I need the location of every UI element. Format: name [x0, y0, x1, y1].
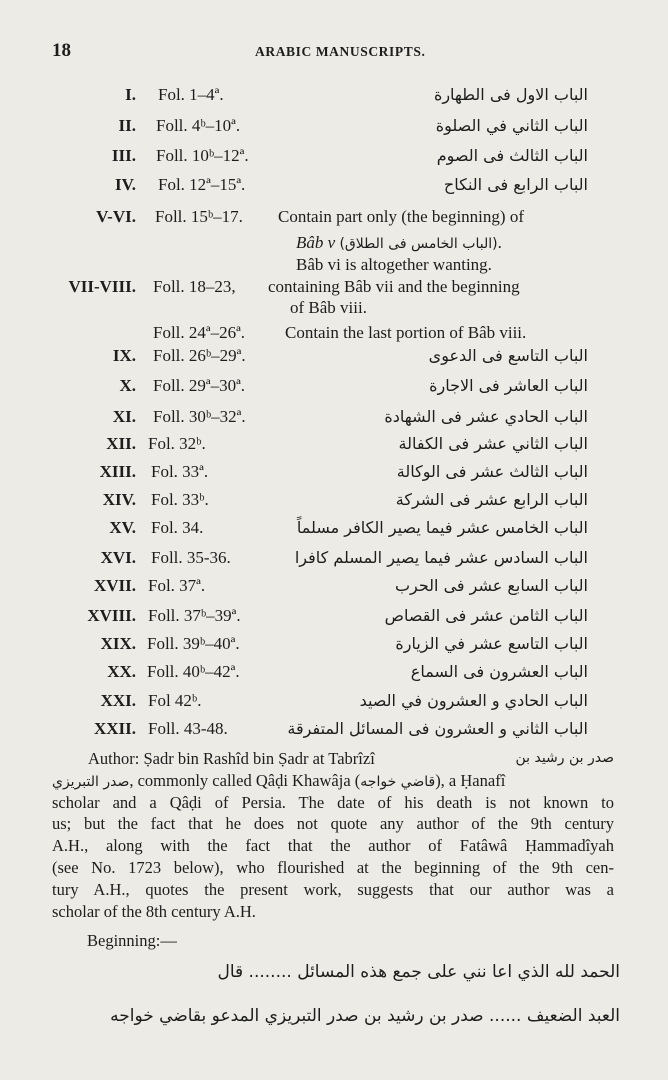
- roman-numeral: II.: [118, 116, 136, 135]
- arabic-chapter-title: الباب الثاني عشر فى الكفالة: [398, 434, 588, 453]
- arabic-chapter-title: الباب الحادي و العشرون في الصيد: [359, 691, 588, 710]
- roman-numeral: XVIII.: [87, 606, 136, 625]
- arabic-chapter-title: الباب الثالث عشر فى الوكالة: [396, 462, 588, 481]
- chapter-entry: [0, 573, 668, 599]
- punct: .: [497, 233, 502, 252]
- chapter-entry: [0, 404, 668, 430]
- chapter-entry: [0, 431, 668, 457]
- arabic-chapter-title: الباب العاشر فى الاجارة: [429, 376, 588, 395]
- bab-ref: Bâb v: [296, 233, 336, 252]
- chapter-entry: [0, 82, 668, 108]
- folio-range: Foll. 35-36.: [151, 548, 231, 567]
- roman-numeral: XXII.: [93, 719, 136, 738]
- author-text: Author: Ṣadr bin Rashîd bin Ṣadr at Tabrîzî: [88, 749, 375, 768]
- folio-range: Fol. 1–4ª.: [158, 85, 224, 104]
- arabic-inline: قاضي خواجه: [360, 773, 436, 790]
- folio-range: Foll. 30ᵇ–32ª.: [153, 407, 246, 426]
- roman-numeral: III.: [111, 146, 136, 165]
- folio-range: Foll. 43-48.: [148, 719, 228, 738]
- author-line: [52, 748, 614, 770]
- arabic-chapter-title: الباب التاسع عشر في الزيارة: [395, 634, 588, 653]
- roman-numeral: XI.: [112, 407, 136, 426]
- chapter-entry: [0, 631, 668, 657]
- chapter-entry: [0, 172, 668, 198]
- entry-note: containing Bâb vii and the beginning: [268, 277, 520, 296]
- author-line: scholar of the 8th century A.H.: [52, 901, 256, 921]
- arabic-chapter-title: الباب الاول فى الطهارة: [433, 85, 588, 104]
- arabic-inline: (الباب الخامس فى الطلاق): [339, 236, 498, 252]
- chapter-entry: [0, 515, 668, 541]
- roman-numeral: XVI.: [100, 548, 136, 567]
- roman-numeral: IV.: [115, 175, 136, 194]
- chapter-entry: [0, 487, 668, 513]
- arabic-chapter-title: الباب الثامن عشر فى القصاص: [384, 606, 588, 625]
- author-line: [52, 770, 614, 792]
- chapter-entry: [0, 659, 668, 685]
- folio-range: Foll. 26ᵇ–29ª.: [153, 346, 246, 365]
- chapter-entry: [0, 688, 668, 714]
- author-line: (see No. 1723 below), who flourished at the beginning of the 9th cen-: [52, 857, 614, 877]
- folio-range: Fol. 37ª.: [148, 576, 206, 595]
- arabic-chapter-title: الباب الرابع عشر فى الشركة: [395, 490, 588, 509]
- folio-range: Foll. 39ᵇ–40ª.: [147, 634, 240, 653]
- arabic-chapter-title: الباب السابع عشر فى الحرب: [394, 576, 588, 595]
- author-text: , commonly called Qâḍi Khawâja (: [129, 770, 361, 790]
- author-line: tury A.H., quotes the present work, suggests that our author was a: [52, 879, 614, 899]
- beginning-arabic-line-2: العبد الضعيف ...... صدر بن رشيد بن صدر التبريزي المدعو بقاضي خواجه: [110, 1006, 620, 1026]
- arabic-chapter-title: الباب الثالث فى الصوم: [436, 146, 588, 165]
- folio-range: Foll. 24ª–26ª.: [153, 323, 246, 342]
- folio-range: Foll. 15ᵇ–17.: [155, 207, 243, 226]
- folio-range: Fol. 34.: [151, 518, 204, 537]
- arabic-chapter-title: الباب الثاني و العشرون فى المسائل المتفرقة: [287, 719, 588, 738]
- arabic-inline: صدر التبريزي: [52, 773, 130, 790]
- arabic-chapter-title: الباب الثاني في الصلوة: [435, 116, 588, 135]
- entry-note: Contain the last portion of Bâb viii.: [285, 323, 527, 342]
- folio-range: Foll. 10ᵇ–12ª.: [156, 146, 249, 165]
- beginning-arabic-line-1: الحمد لله الذي اعا نني على جمع هذه المسائل ........ قال: [217, 962, 620, 982]
- roman-numeral: V-VI.: [96, 207, 136, 226]
- roman-numeral: XIX.: [100, 634, 136, 653]
- folio-range: Foll. 29ª–30ª.: [153, 376, 246, 395]
- chapter-entry: [0, 545, 668, 571]
- roman-numeral: I.: [125, 85, 136, 104]
- chapter-entry: [0, 603, 668, 629]
- arabic-chapter-title: الباب السادس عشر فيما يصير المسلم كافرا: [294, 548, 588, 567]
- roman-numeral: VII-VIII.: [68, 277, 136, 296]
- folio-range: Fol. 33ª.: [151, 462, 209, 481]
- folio-range: Foll. 18–23,: [153, 277, 236, 296]
- entry-note: Contain part only (the beginning) of: [278, 207, 524, 226]
- folio-range: Fol. 33ᵇ.: [151, 490, 209, 509]
- chapter-entry: [0, 143, 668, 169]
- roman-numeral: XIV.: [102, 490, 136, 509]
- folio-range: Foll. 37ᵇ–39ª.: [148, 606, 241, 625]
- arabic-chapter-title: الباب الخامس عشر فيما يصير الكافر مسلماً: [296, 518, 588, 537]
- arabic-inline: صدر بن رشيد بن: [515, 750, 614, 766]
- folio-range: Foll. 40ᵇ–42ª.: [147, 662, 240, 681]
- folio-range: Foll. 4ᵇ–10ª.: [156, 116, 241, 135]
- folio-range: Fol. 12ª–15ª.: [158, 175, 246, 194]
- author-text: ), a Ḥanafî: [435, 770, 506, 790]
- entry-note-line: Bâb vi is altogether wanting.: [296, 255, 492, 274]
- arabic-chapter-title: الباب الحادي عشر فى الشهادة: [384, 407, 588, 426]
- chapter-entry: [0, 113, 668, 139]
- roman-numeral: X.: [119, 376, 136, 395]
- author-line: scholar and a Qâḍi of Persia. The date of his death is not known to: [52, 792, 614, 812]
- roman-numeral: XX.: [107, 662, 136, 681]
- roman-numeral: XVII.: [93, 576, 136, 595]
- arabic-chapter-title: الباب العشرون فى السماع: [410, 662, 588, 681]
- page-number: 18: [52, 40, 71, 61]
- chapter-entry-v-vi: [0, 204, 668, 230]
- chapter-entry-last-portion: [0, 320, 668, 346]
- author-line: A.H., along with the fact that the author of Fatâwâ Ḥammadîyah: [52, 836, 614, 856]
- running-title: ARABIC MANUSCRIPTS.: [255, 44, 426, 59]
- author-line: us; but the fact that he does not quote any author of the 9th century: [52, 814, 614, 834]
- roman-numeral: XII.: [106, 434, 136, 453]
- beginning-label: Beginning:—: [87, 931, 177, 950]
- roman-numeral: XIII.: [99, 462, 136, 481]
- chapter-entry: [0, 459, 668, 485]
- roman-numeral: IX.: [112, 346, 136, 365]
- roman-numeral: XXI.: [100, 691, 136, 710]
- entry-note-line: [296, 232, 502, 255]
- entry-note-line: of Bâb viii.: [290, 298, 367, 317]
- chapter-entry: [0, 373, 668, 399]
- author-paragraph: [52, 748, 614, 922]
- chapter-entry: [0, 343, 668, 369]
- arabic-chapter-title: الباب التاسع فى الدعوى: [428, 346, 588, 365]
- folio-range: Fol 42ᵇ.: [148, 691, 202, 710]
- roman-numeral: XV.: [109, 518, 136, 537]
- folio-range: Fol. 32ᵇ.: [148, 434, 206, 453]
- chapter-entry: [0, 716, 668, 742]
- arabic-chapter-title: الباب الرابع فى النكاح: [443, 175, 588, 194]
